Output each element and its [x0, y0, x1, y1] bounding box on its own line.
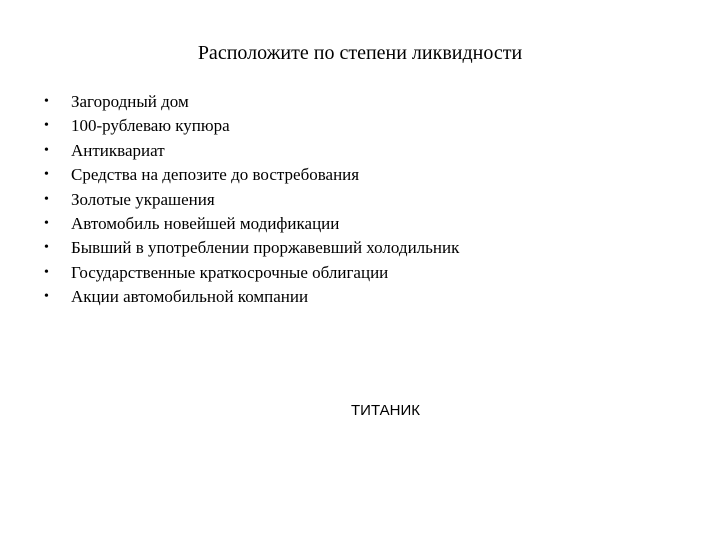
- list-item-text: 100-рублеваю купюра: [71, 116, 230, 136]
- list-item-text: Средства на депозите до востребования: [71, 165, 360, 185]
- bullet-icon: •: [44, 94, 49, 109]
- slide-title: Расположите по степени ликвидности: [197, 42, 523, 64]
- list-item: [44, 114, 459, 138]
- list-item-text: Загородный дом: [71, 92, 189, 111]
- bullet-icon: •: [44, 215, 49, 231]
- bullet-icon: •: [44, 118, 49, 134]
- bullet-icon: •: [44, 289, 49, 305]
- bullet-icon: •: [44, 240, 49, 256]
- list-item: [44, 188, 459, 212]
- list-item-text: Автомобиль новейшей модификации: [71, 213, 340, 233]
- list-item: [44, 163, 459, 187]
- list-item: [44, 285, 459, 309]
- list-item: [44, 236, 459, 260]
- footer-text: ТИТАНИК: [351, 402, 420, 419]
- bullet-icon: •: [44, 264, 49, 280]
- bullet-icon: •: [44, 167, 49, 183]
- bullet-icon: •: [44, 191, 49, 207]
- bullet-list: [44, 90, 459, 310]
- list-item-text: Бывший в употреблении проржавевший холодильник: [71, 238, 460, 258]
- list-item-text: Государственные краткосрочные облигации: [71, 262, 389, 282]
- list-item-text: Золотые украшения: [71, 189, 215, 209]
- list-item: [44, 90, 459, 114]
- list-item: [44, 261, 459, 285]
- list-item: [44, 139, 459, 163]
- list-item: [44, 212, 459, 236]
- bullet-icon: •: [44, 142, 49, 158]
- list-item-text: Антиквариат: [71, 140, 165, 160]
- list-item-text: Акции автомобильной компании: [71, 287, 309, 307]
